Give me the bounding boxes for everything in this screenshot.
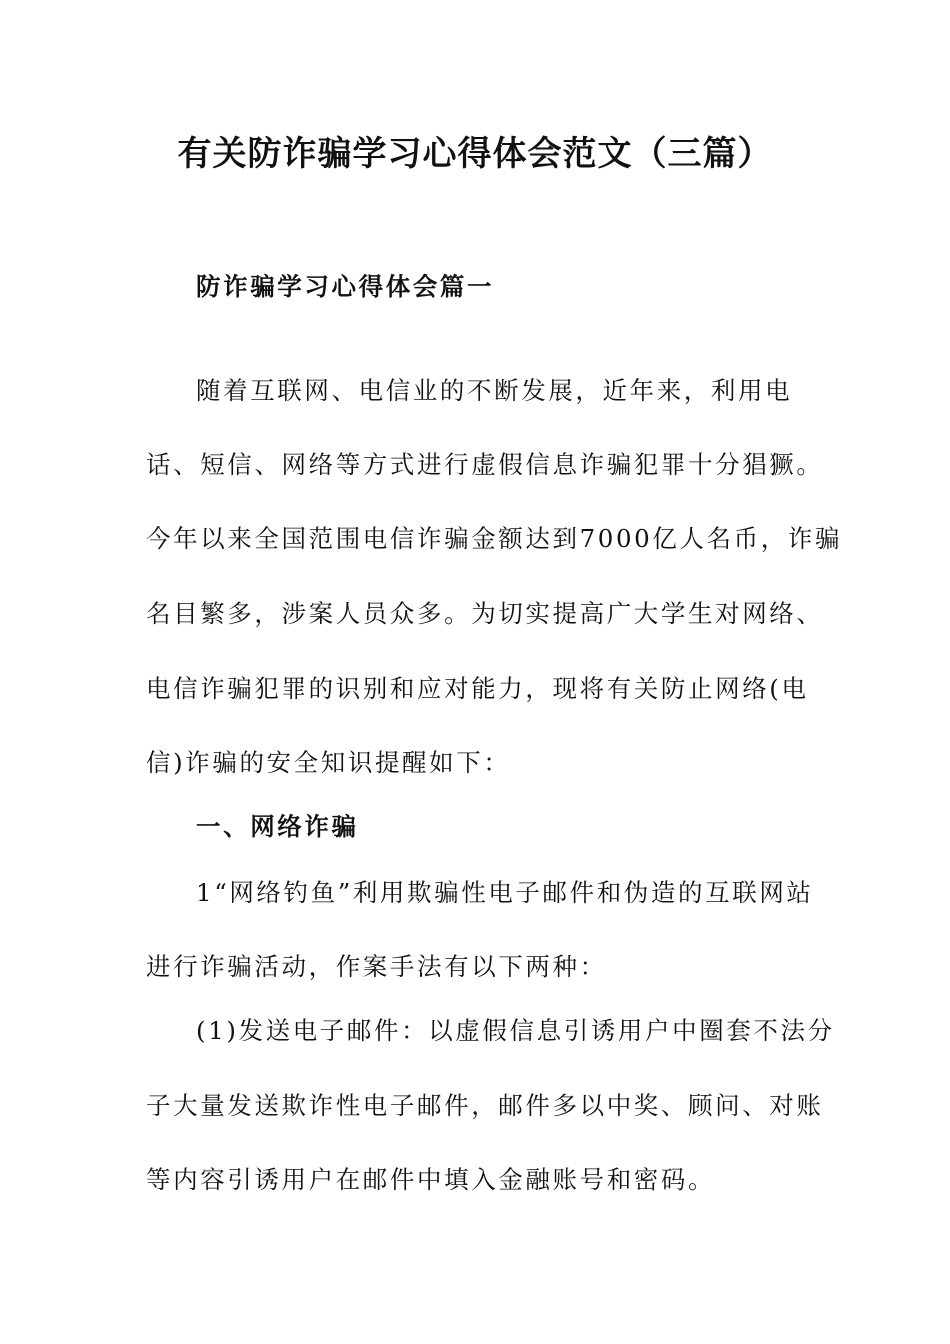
paragraph-line: (1)发送电子邮件：以虚假信息引诱用户中圈套不法分 (196, 1016, 835, 1045)
paragraph-line: 今年以来全国范围电信诈骗金额达到7000亿人名币，诈骗 (146, 524, 843, 553)
paragraph-line: 名目繁多，涉案人员众多。为切实提高广大学生对网络、 (146, 599, 824, 628)
paragraph-line: 1“网络钓鱼”利用欺骗性电子邮件和伪造的互联网站 (196, 878, 814, 907)
paragraph-line: 电信诈骗犯罪的识别和应对能力，现将有关防止网络(电 (146, 674, 809, 703)
paragraph-line: 随着互联网、电信业的不断发展，近年来，利用电 (196, 376, 793, 405)
document-title: 有关防诈骗学习心得体会范文（三篇） (177, 134, 773, 174)
paragraph-line: 进行诈骗活动，作案手法有以下两种： (146, 952, 607, 981)
paragraph-line: 等内容引诱用户在邮件中填入金融账号和密码。 (146, 1165, 716, 1194)
subheading: 一、网络诈骗 (196, 812, 359, 841)
paragraph-line: 信)诈骗的安全知识提醒如下： (146, 748, 511, 777)
section-heading: 防诈骗学习心得体会篇一 (196, 272, 495, 301)
paragraph-line: 子大量发送欺诈性电子邮件，邮件多以中奖、顾问、对账 (146, 1091, 824, 1120)
paragraph-line: 话、短信、网络等方式进行虚假信息诈骗犯罪十分猖獗。 (146, 450, 824, 479)
